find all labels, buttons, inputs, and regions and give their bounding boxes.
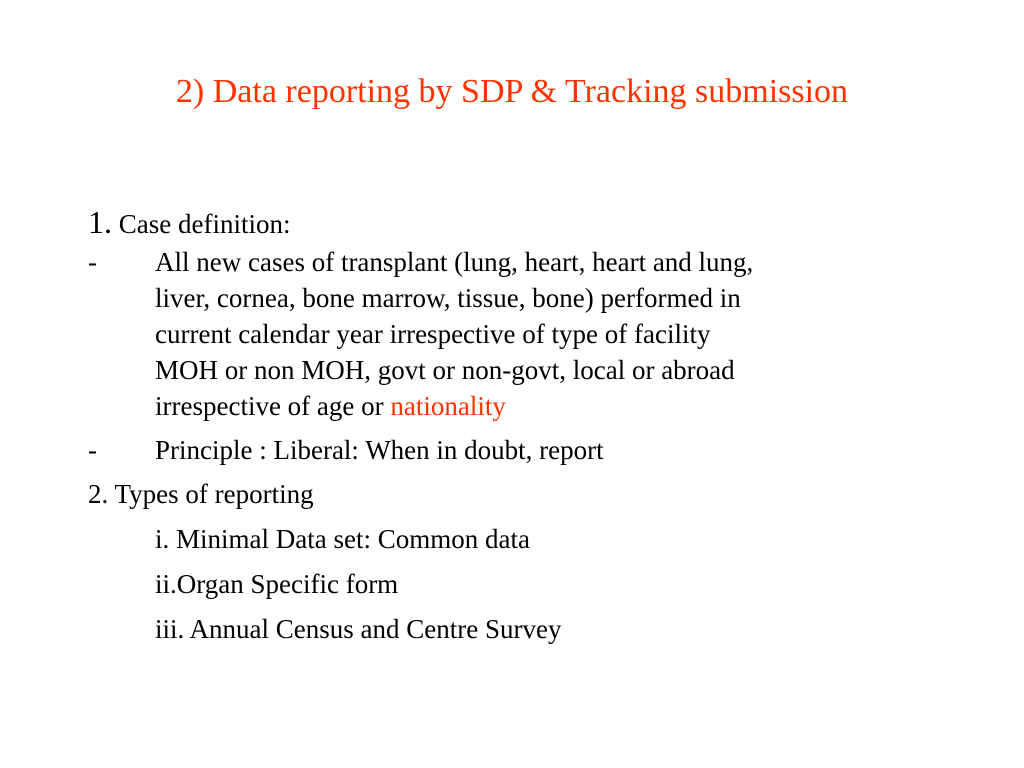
bullet-line: current calendar year irrespective of type of facility [155, 319, 711, 349]
bullet-text: Principle : Liberal: When in doubt, report [155, 435, 604, 465]
bullet-principle [88, 432, 948, 468]
slide-body [88, 200, 948, 647]
reporting-type-item: ii.Organ Specific form [155, 569, 399, 599]
section-2-heading: 2. Types of reporting [88, 479, 314, 509]
slide-title: 2) Data reporting by SDP & Tracking submission [175, 73, 849, 110]
bullet-line-last [155, 388, 753, 424]
bullet-line: All new cases of transplant (lung, heart, heart and lung, [155, 247, 754, 277]
bullet-dash: - [88, 435, 97, 465]
section-1-title: Case definition: [118, 209, 291, 239]
reporting-type-item: i. Minimal Data set: Common data [155, 524, 530, 554]
bullet-line: liver, cornea, bone marrow, tissue, bone) performed in [155, 283, 741, 313]
bullet-dash: - [88, 247, 97, 277]
bullet-line-prefix: irrespective of age or [155, 391, 391, 421]
reporting-type-item: iii. Annual Census and Centre Survey [155, 614, 562, 644]
section-1-number: 1. [88, 204, 112, 240]
bullet-text [155, 244, 753, 424]
section-1-heading [88, 200, 948, 244]
highlighted-word: nationality [390, 391, 506, 421]
bullet-line: MOH or non MOH, govt or non-govt, local or abroad [155, 355, 735, 385]
bullet-case-definition [88, 244, 948, 424]
